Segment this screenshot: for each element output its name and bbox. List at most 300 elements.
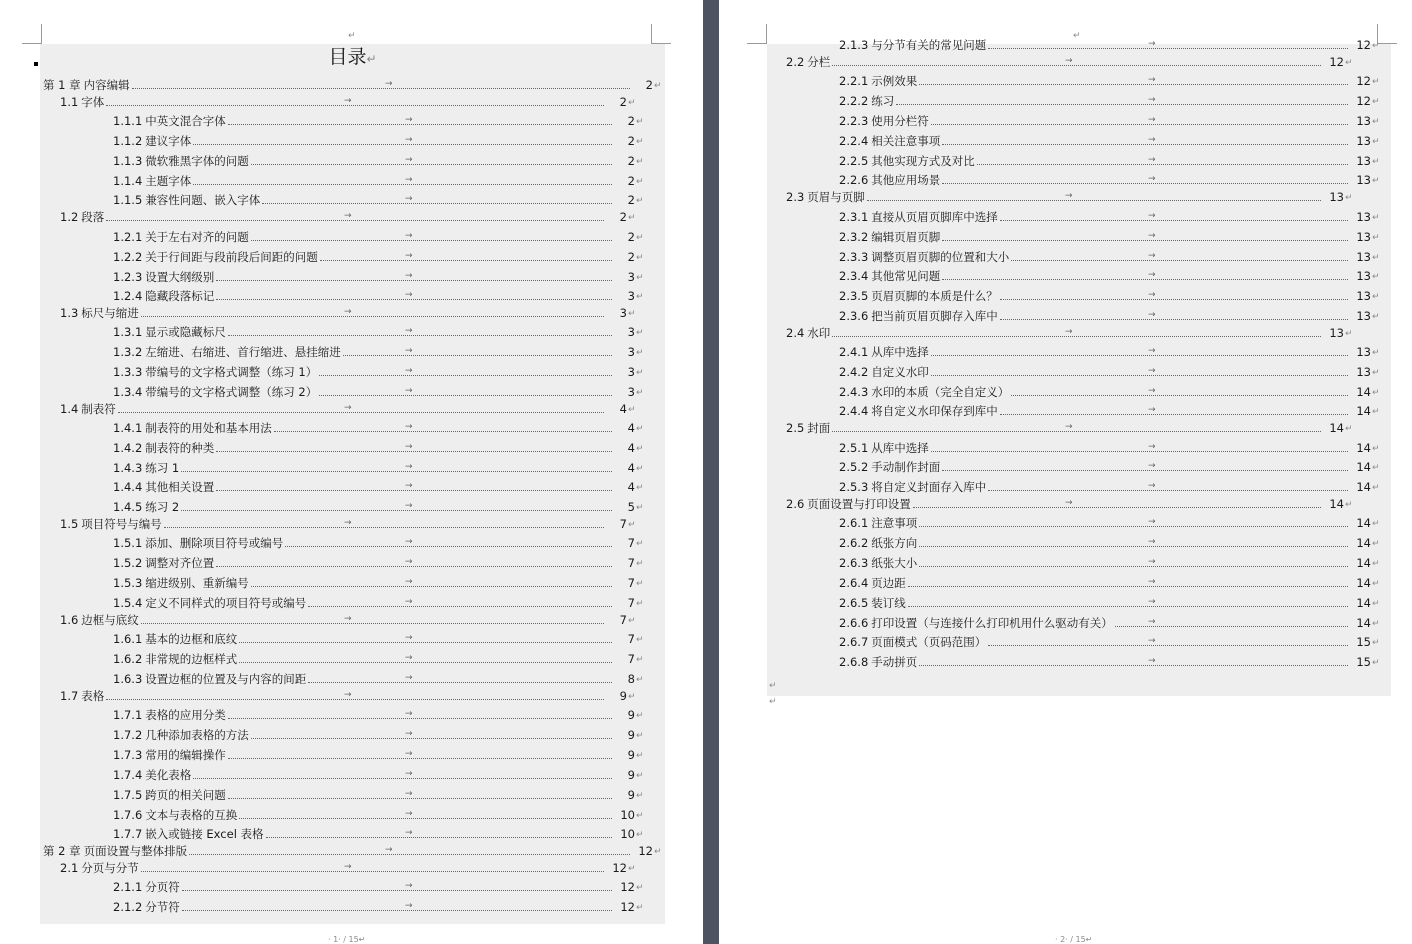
- toc-entry-label: [839, 37, 986, 53]
- toc-entry-text: 段落: [81, 210, 105, 224]
- toc-entry-page-number: 7: [627, 536, 635, 550]
- toc-entry[interactable]: [839, 133, 1385, 149]
- paragraph-mark: ↵: [1372, 233, 1380, 243]
- toc-entry[interactable]: [839, 229, 1385, 245]
- toc-entry[interactable]: [43, 843, 667, 859]
- toc-entry-label: [113, 535, 283, 551]
- paragraph-mark: ↵: [1345, 329, 1353, 339]
- toc-entry[interactable]: [113, 631, 649, 647]
- toc-entry-text: 与分节有关的常见问题: [871, 38, 987, 52]
- toc-entry-text: 水印: [807, 326, 831, 340]
- paragraph-mark: ↵: [636, 328, 644, 338]
- paragraph-mark: ↵: [636, 388, 644, 398]
- page-gap: [703, 0, 719, 944]
- toc-entry-text: 相关注意事项: [871, 134, 941, 148]
- dot-leader: [216, 482, 612, 491]
- toc-entry-number: 2.6.4: [839, 576, 869, 590]
- dot-leader: [141, 615, 604, 624]
- toc-entry-number: 1.4: [60, 402, 79, 416]
- dot-leader: [867, 192, 1321, 201]
- toc-entry[interactable]: [60, 94, 641, 110]
- toc-entry-number: 1.7.7: [113, 827, 143, 841]
- paragraph-mark: ↵: [1372, 348, 1380, 358]
- toc-entry[interactable]: [113, 747, 649, 763]
- toc-entry-page-number: 14: [1356, 441, 1371, 455]
- paragraph-mark: ↵: [636, 292, 644, 302]
- toc-entry-text: 基本的边框和底纹: [145, 632, 238, 646]
- toc-entry-number: 1.2.1: [113, 230, 143, 244]
- toc-entry-text: 常用的编辑操作: [145, 748, 226, 762]
- toc-entry[interactable]: [60, 860, 641, 876]
- tab-mark: →: [405, 749, 413, 759]
- paragraph-mark-end: ↵: [769, 681, 777, 691]
- toc-entry-text: 其他常见问题: [871, 269, 941, 283]
- tab-mark: →: [344, 862, 352, 872]
- toc-entry-page-number: 9: [619, 689, 627, 703]
- paragraph-mark: ↵: [636, 635, 644, 645]
- toc-entry-page-number: 12: [1356, 74, 1371, 88]
- dot-leader: [251, 578, 612, 587]
- tab-mark: →: [405, 809, 413, 819]
- paragraph-mark: ↵: [1372, 638, 1380, 648]
- toc-entry-number: 1.5.2: [113, 556, 143, 570]
- dot-leader: [228, 710, 612, 719]
- tab-mark: →: [1148, 174, 1156, 184]
- toc-entry-page-number: 9: [627, 788, 635, 802]
- toc-entry[interactable]: [113, 787, 649, 803]
- toc-entry[interactable]: [113, 707, 649, 723]
- toc-entry-text: 显示或隐藏标尺: [145, 325, 226, 339]
- tab-mark: →: [1148, 75, 1156, 85]
- toc-entry-label: [839, 654, 917, 670]
- paragraph-mark: ↵: [1372, 539, 1380, 549]
- toc-entry-number: 2.4.2: [839, 365, 869, 379]
- toc-entry[interactable]: [839, 172, 1385, 188]
- paragraph-mark: ↵: [636, 539, 644, 549]
- toc-entry[interactable]: [786, 420, 1358, 436]
- dot-leader: [228, 327, 612, 336]
- toc-entry[interactable]: [839, 535, 1385, 551]
- toc-entry-text: 左缩进、右缩进、首行缩进、悬挂缩进: [145, 345, 341, 359]
- toc-entry-page-number: 4: [627, 441, 635, 455]
- paragraph-mark: ↵: [1372, 658, 1380, 668]
- toc-entry-text: 直接从页眉页脚库中选择: [871, 210, 998, 224]
- toc-entry[interactable]: [113, 460, 649, 476]
- toc-entry-text: 嵌入或链接 Excel 表格: [145, 827, 264, 841]
- dot-leader: [919, 518, 1348, 527]
- toc-entry[interactable]: [839, 654, 1385, 670]
- paragraph-mark: ↵: [628, 309, 636, 319]
- toc-entry-label: [839, 344, 929, 360]
- toc-entry[interactable]: [113, 229, 649, 245]
- dot-leader: [132, 80, 630, 89]
- tab-mark: →: [1148, 310, 1156, 320]
- toc-entry[interactable]: [839, 113, 1385, 129]
- toc-entry-number: 2.5: [786, 421, 805, 435]
- toc-entry-page-number: 13: [1356, 154, 1371, 168]
- tab-mark: →: [405, 115, 413, 125]
- toc-entry-label: [839, 249, 1009, 265]
- toc-entry-text: 带编号的文字格式调整（练习 1）: [145, 365, 318, 379]
- paragraph-mark: ↵: [636, 655, 644, 665]
- toc-entry[interactable]: [113, 595, 649, 611]
- toc-entry-text: 设置边框的位置及与内容的间距: [145, 672, 307, 686]
- toc-entry-page-number: 13: [1329, 326, 1344, 340]
- paragraph-mark: ↵: [1372, 444, 1380, 454]
- toc-entry[interactable]: [60, 209, 641, 225]
- toc-entry[interactable]: [113, 727, 649, 743]
- toc-entry-page-number: 2: [627, 114, 635, 128]
- toc-entry[interactable]: [839, 440, 1385, 456]
- paragraph-mark: ↵: [1372, 253, 1380, 263]
- dot-leader: [931, 116, 1348, 125]
- toc-entry-page-number: 9: [627, 748, 635, 762]
- toc-entry[interactable]: [60, 688, 641, 704]
- toc-entry-number: 1.1.4: [113, 174, 143, 188]
- toc-entry[interactable]: [113, 173, 649, 189]
- toc-entry-page-number: 4: [627, 421, 635, 435]
- toc-entry-number: 2.4.1: [839, 345, 869, 359]
- toc-entry-label: [113, 595, 306, 611]
- toc-entry-number: 第 1 章: [43, 78, 81, 92]
- tab-mark: →: [1148, 251, 1156, 261]
- dot-leader: [274, 423, 612, 432]
- toc-entry[interactable]: [113, 575, 649, 591]
- toc-entry[interactable]: [113, 420, 649, 436]
- dot-leader: [919, 76, 1348, 85]
- dot-leader: [942, 462, 1348, 471]
- toc-entry-text: 练习 2: [145, 500, 180, 514]
- dot-leader: [106, 212, 604, 221]
- paragraph-mark: ↵: [1372, 213, 1380, 223]
- toc-entry-label: [839, 172, 940, 188]
- tab-mark: →: [405, 789, 413, 799]
- toc-entry-page-number: 13: [1356, 210, 1371, 224]
- toc-entry[interactable]: [113, 269, 649, 285]
- tab-mark: →: [385, 845, 393, 855]
- paragraph-mark: ↵: [636, 253, 644, 263]
- toc-entry-number: 2.2.1: [839, 74, 869, 88]
- toc-entry[interactable]: [113, 555, 649, 571]
- toc-entry-text: 示例效果: [871, 74, 918, 88]
- toc-entry[interactable]: [839, 595, 1385, 611]
- toc-entry-number: 1.3.3: [113, 365, 143, 379]
- toc-entry-page-number: 14: [1356, 556, 1371, 570]
- toc-entry-page-number: 13: [1356, 345, 1371, 359]
- toc-entry-number: 1.4.5: [113, 500, 143, 514]
- toc-entry-text: 纸张大小: [871, 556, 918, 570]
- toc-entry-page-number: 3: [627, 325, 635, 339]
- dot-leader: [988, 637, 1348, 646]
- paragraph-mark: ↵: [628, 520, 636, 530]
- toc-entry-number: 1.5: [60, 517, 79, 531]
- paragraph-mark: ↵: [628, 213, 636, 223]
- toc-entry-number: 1.2.4: [113, 289, 143, 303]
- toc-entry-text: 关于行间距与段前段后间距的问题: [145, 250, 318, 264]
- toc-entry-number: 2.4: [786, 326, 805, 340]
- toc-entry-number: 2.6.5: [839, 596, 869, 610]
- toc-entry[interactable]: [839, 575, 1385, 591]
- paragraph-mark: ↵: [636, 751, 644, 761]
- dot-leader: [262, 195, 612, 204]
- toc-entry[interactable]: [60, 612, 641, 628]
- toc-entry-page-number: 12: [1356, 38, 1371, 52]
- tab-mark: →: [344, 690, 352, 700]
- toc-entry-page-number: 4: [619, 402, 627, 416]
- dot-leader: [193, 136, 612, 145]
- toc-entry-number: 2.3: [786, 190, 805, 204]
- tab-mark: →: [1065, 327, 1073, 337]
- toc-entry[interactable]: [113, 879, 649, 895]
- paragraph-mark: ↵: [636, 579, 644, 589]
- toc-entry[interactable]: [113, 651, 649, 667]
- toc-entry[interactable]: [113, 249, 649, 265]
- toc-entry[interactable]: [60, 305, 641, 321]
- toc-entry-page-number: 3: [627, 365, 635, 379]
- toc-entry[interactable]: [113, 344, 649, 360]
- dot-leader: [182, 902, 612, 911]
- paragraph-mark: ↵: [628, 616, 636, 626]
- toc-entry-number: 1.4.2: [113, 441, 143, 455]
- tab-mark: →: [344, 307, 352, 317]
- dot-leader: [988, 482, 1348, 491]
- toc-entry-page-number: 3: [627, 345, 635, 359]
- toc-entry[interactable]: [839, 37, 1385, 53]
- toc-entry-label: [839, 288, 998, 304]
- tab-mark: →: [344, 614, 352, 624]
- toc-entry-number: 2.4.3: [839, 385, 869, 399]
- paragraph-mark: ↵: [636, 137, 644, 147]
- crop-mark-top-left: [22, 24, 42, 44]
- paragraph-mark: ↵: [1372, 559, 1380, 569]
- dot-leader: [216, 272, 612, 281]
- tab-mark: →: [344, 518, 352, 528]
- tab-mark: →: [1065, 56, 1073, 66]
- toc-entry-text: 制表符的种类: [145, 441, 215, 455]
- toc-entry[interactable]: [113, 499, 649, 515]
- paragraph-mark: ↵: [636, 483, 644, 493]
- toc-entry-text: 页眉页脚的本质是什么？: [871, 289, 998, 303]
- toc-entry-text: 制表符的用处和基本用法: [145, 421, 272, 435]
- toc-entry-label: [839, 113, 929, 129]
- toc-entry-number: 1.5.4: [113, 596, 143, 610]
- tab-mark: →: [405, 828, 413, 838]
- toc-entry-text: 缩进级别、重新编号: [145, 576, 249, 590]
- toc-entry-label: [60, 209, 104, 225]
- toc-entry-page-number: 7: [627, 596, 635, 610]
- toc-entry[interactable]: [113, 364, 649, 380]
- paragraph-mark: ↵: [636, 233, 644, 243]
- toc-entry[interactable]: [113, 113, 649, 129]
- tab-mark: →: [405, 155, 413, 165]
- toc-entry-page-number: 12: [620, 880, 635, 894]
- toc-entry[interactable]: [113, 288, 649, 304]
- dot-leader: [319, 367, 612, 376]
- toc-entry[interactable]: [839, 634, 1385, 650]
- toc-entry-number: 2.3.4: [839, 269, 869, 283]
- paragraph-mark: ↵: [636, 675, 644, 685]
- dot-leader: [319, 387, 612, 396]
- paragraph-mark: ↵: [1372, 388, 1380, 398]
- toc-entry[interactable]: [113, 440, 649, 456]
- paragraph-mark: ↵: [628, 864, 636, 874]
- toc-entry-text: 几种添加表格的方法: [145, 728, 249, 742]
- toc-entry-text: 页眉与页脚: [807, 190, 865, 204]
- toc-entry[interactable]: [839, 479, 1385, 495]
- toc-entry-page-number: 14: [1356, 616, 1371, 630]
- toc-entry[interactable]: [786, 54, 1358, 70]
- toc-entry-text: 文本与表格的互换: [145, 808, 238, 822]
- dot-leader: [977, 156, 1348, 165]
- toc-entry[interactable]: [113, 899, 649, 915]
- toc-entry[interactable]: [113, 671, 649, 687]
- toc-entry[interactable]: [839, 615, 1385, 631]
- toc-entry[interactable]: [113, 133, 649, 149]
- toc-entry[interactable]: [839, 209, 1385, 225]
- toc-entry[interactable]: [839, 288, 1385, 304]
- toc-entry-page-number: 13: [1329, 190, 1344, 204]
- tab-mark: →: [1148, 346, 1156, 356]
- dot-leader: [913, 499, 1321, 508]
- toc-entry[interactable]: [839, 93, 1385, 109]
- toc-entry-text: 手动拼页: [871, 655, 918, 669]
- toc-entry[interactable]: [113, 807, 649, 823]
- dot-leader: [942, 175, 1348, 184]
- paragraph-mark: ↵: [636, 464, 644, 474]
- toc-entry[interactable]: [839, 403, 1385, 419]
- dot-leader: [285, 538, 612, 547]
- tab-mark: →: [1148, 461, 1156, 471]
- toc-entry[interactable]: [839, 364, 1385, 380]
- paragraph-mark: ↵: [628, 692, 636, 702]
- paragraph-mark: ↵: [636, 424, 644, 434]
- dot-leader: [216, 291, 612, 300]
- dot-leader: [181, 502, 612, 511]
- toc-entry[interactable]: [43, 77, 667, 93]
- paragraph-mark: ↵: [636, 599, 644, 609]
- toc-entry[interactable]: [839, 555, 1385, 571]
- toc-entry[interactable]: [786, 496, 1358, 512]
- toc-entry-number: 2.2.5: [839, 154, 869, 168]
- tab-mark: →: [1148, 115, 1156, 125]
- toc-entry-text: 页面模式（页码范围）: [871, 635, 987, 649]
- toc-title[interactable]: [40, 45, 665, 69]
- toc-entry-text: 标尺与缩进: [81, 306, 139, 320]
- toc-entry[interactable]: [113, 535, 649, 551]
- toc-entry-label: [113, 229, 249, 245]
- toc-entry-text: 表格: [81, 689, 105, 703]
- toc-entry[interactable]: [839, 344, 1385, 360]
- toc-entry[interactable]: [839, 384, 1385, 400]
- toc-entry-number: 1.6: [60, 613, 79, 627]
- dot-leader: [942, 136, 1348, 145]
- dot-leader: [182, 882, 612, 891]
- toc-entry-label: [839, 575, 906, 591]
- toc-entry-label: [113, 479, 214, 495]
- toc-entry-text: 调整页眉页脚的位置和大小: [871, 250, 1010, 264]
- tab-mark: →: [1148, 95, 1156, 105]
- toc-entry[interactable]: [113, 153, 649, 169]
- toc-entry-label: [113, 787, 226, 803]
- toc-entry-page-number: 2: [627, 134, 635, 148]
- toc-entry-number: 2.3.2: [839, 230, 869, 244]
- toc-entry-number: 2.3.3: [839, 250, 869, 264]
- toc-entry[interactable]: [113, 324, 649, 340]
- toc-entry[interactable]: [60, 516, 641, 532]
- paragraph-mark: ↵: [1372, 463, 1380, 473]
- toc-entry-number: 1.2.2: [113, 250, 143, 264]
- document-page-1: [0, 0, 703, 944]
- toc-entry-label: [839, 364, 929, 380]
- toc-entry-page-number: 13: [1356, 134, 1371, 148]
- toc-entry-page-number: 12: [1356, 94, 1371, 108]
- dot-leader: [988, 40, 1348, 49]
- toc-entry-number: 1.7.4: [113, 768, 143, 782]
- tab-mark: →: [344, 211, 352, 221]
- tab-mark: →: [1148, 617, 1156, 627]
- toc-entry[interactable]: [839, 308, 1385, 324]
- paragraph-mark: ↵: [1345, 500, 1353, 510]
- dot-leader: [832, 423, 1321, 432]
- paragraph-mark: ↵: [1372, 619, 1380, 629]
- toc-entry-label: [113, 631, 237, 647]
- toc-entry[interactable]: [839, 73, 1385, 89]
- toc-entry-number: 2.3.5: [839, 289, 869, 303]
- tab-mark: →: [1065, 191, 1073, 201]
- toc-entry[interactable]: [113, 767, 649, 783]
- toc-entry[interactable]: [786, 325, 1358, 341]
- toc-entry-page-number: 9: [627, 728, 635, 742]
- paragraph-mark: ↵: [654, 81, 662, 91]
- tab-mark: →: [1148, 442, 1156, 452]
- toc-entry[interactable]: [839, 249, 1385, 265]
- toc-entry[interactable]: [839, 459, 1385, 475]
- toc-entry-text: 关于左右对齐的问题: [145, 230, 249, 244]
- toc-entry-page-number: 13: [1356, 289, 1371, 303]
- paragraph-mark: ↵: [1372, 272, 1380, 282]
- dot-leader: [908, 578, 1348, 587]
- dot-leader: [251, 156, 612, 165]
- toc-entry[interactable]: [786, 189, 1358, 205]
- toc-entry-label: [60, 401, 116, 417]
- paragraph-mark: ↵: [1372, 599, 1380, 609]
- toc-entry[interactable]: [60, 401, 641, 417]
- toc-entry[interactable]: [839, 268, 1385, 284]
- toc-entry[interactable]: [113, 192, 649, 208]
- toc-entry-label: [839, 555, 917, 571]
- tab-mark: →: [405, 633, 413, 643]
- toc-entry[interactable]: [113, 384, 649, 400]
- toc-entry-page-number: 2: [619, 210, 627, 224]
- dot-leader: [189, 846, 630, 855]
- toc-entry-page-number: 10: [620, 808, 635, 822]
- toc-entry-text: 将自定义封面存入库中: [871, 480, 987, 494]
- toc-entry-text: 其他实现方式及对比: [871, 154, 975, 168]
- page-footer-1: · 1· / 15↵: [328, 935, 366, 944]
- dot-leader: [239, 654, 612, 663]
- toc-entry-text: 跨页的相关问题: [145, 788, 226, 802]
- toc-entry-label: [113, 113, 226, 129]
- toc-entry-text: 水印的本质（完全自定义）: [871, 385, 1010, 399]
- toc-entry[interactable]: [113, 826, 649, 842]
- toc-entry-number: 1.5.1: [113, 536, 143, 550]
- toc-entry-text: 页面设置与整体排版: [83, 844, 188, 858]
- toc-entry[interactable]: [839, 515, 1385, 531]
- toc-entry[interactable]: [113, 479, 649, 495]
- toc-entry-number: 1.1.3: [113, 154, 143, 168]
- toc-entry[interactable]: [839, 153, 1385, 169]
- toc-entry-page-number: 7: [627, 652, 635, 666]
